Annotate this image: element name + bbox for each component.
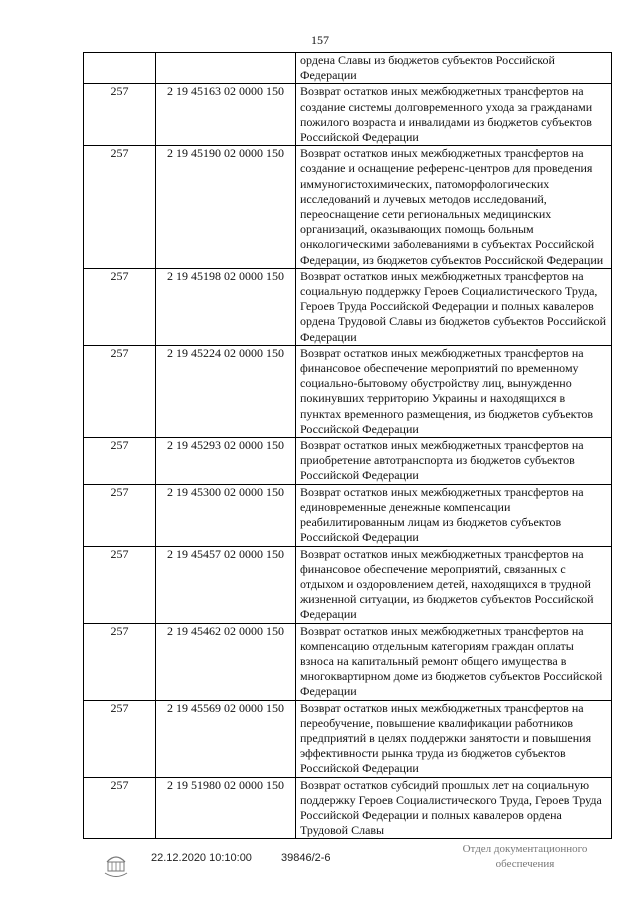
table-row <box>84 546 612 623</box>
description-cell: Возврат остатков иных межбюджетных трансфертов на компенсацию отдельным категориям граждан оплаты взноса на капитальный ремонт общего имущества в многоквартирном доме из бюджетов субъектов Российской Федерации <box>296 623 612 700</box>
admin-code-cell: 257 <box>84 777 156 839</box>
kbk-code-cell: 2 19 45462 02 0000 150 <box>156 623 296 700</box>
kbk-code-cell: 2 19 51980 02 0000 150 <box>156 777 296 839</box>
kbk-code-cell: 2 19 45300 02 0000 150 <box>156 484 296 546</box>
table-row <box>84 84 612 146</box>
admin-code-cell: 257 <box>84 268 156 345</box>
kbk-code-cell: 2 19 45569 02 0000 150 <box>156 700 296 777</box>
footer-department: Отдел документационного обеспечения <box>462 843 588 870</box>
budget-codes-table <box>83 52 612 839</box>
table-row <box>84 438 612 485</box>
page-number: 157 <box>311 33 329 47</box>
kbk-code-cell: 2 19 45457 02 0000 150 <box>156 546 296 623</box>
table-row <box>84 146 612 269</box>
table-row <box>84 623 612 700</box>
table-row <box>84 484 612 546</box>
admin-code-cell: 257 <box>84 84 156 146</box>
admin-code-cell: 257 <box>84 700 156 777</box>
description-cell: Возврат остатков иных межбюджетных трансфертов на финансовое обеспечение мероприятий по временному социально-бытовому обустройству лиц, вынужденно покинувших территорию Украины и находящихся в пунктах временного размещения, из бюджетов субъектов Российской Федерации <box>296 345 612 437</box>
description-cell: ордена Славы из бюджетов субъектов Российской Федерации <box>296 53 612 84</box>
table-row <box>84 53 612 84</box>
page-footer <box>0 840 640 900</box>
table-row <box>84 345 612 437</box>
table-row <box>84 700 612 777</box>
kbk-code-cell: 2 19 45190 02 0000 150 <box>156 146 296 269</box>
table-row <box>84 777 612 839</box>
table-row <box>84 268 612 345</box>
description-cell: Возврат остатков иных межбюджетных трансфертов на социальную поддержку Героев Социалистического Труда, Героев Труда Российской Федерации и полных кавалеров ордена Трудовой Славы из бюджетов субъектов Российской Федерации <box>296 268 612 345</box>
footer-document-number: 39846/2-6 <box>281 852 331 864</box>
description-cell: Возврат остатков иных межбюджетных трансфертов на создание и оснащение референс-центров для проведения иммуногистохимических, патоморфологических исследований и лучевых методов исследований, переоснащение сети региональных медицинских организаций, оказывающих помощь больным онкологическими заболеваниями в субъектах Российской Федерации, из бюджетов субъектов Российской Федерации <box>296 146 612 269</box>
admin-code-cell: 257 <box>84 546 156 623</box>
description-cell: Возврат остатков иных межбюджетных трансфертов на финансовое обеспечение мероприятий, связанных с отдыхом и оздоровлением детей, находящихся в трудной жизненной ситуации, из бюджетов субъектов Российской Федерации <box>296 546 612 623</box>
admin-code-cell: 257 <box>84 623 156 700</box>
footer-datetime: 22.12.2020 10:10:00 <box>151 852 252 864</box>
registry-stamp-icon <box>103 850 129 880</box>
description-cell: Возврат остатков иных межбюджетных трансфертов на единовременные денежные компенсации реабилитированным лицам из бюджетов субъектов Российской Федерации <box>296 484 612 546</box>
kbk-code-cell: 2 19 45163 02 0000 150 <box>156 84 296 146</box>
kbk-code-cell: 2 19 45293 02 0000 150 <box>156 438 296 485</box>
kbk-code-cell: 2 19 45198 02 0000 150 <box>156 268 296 345</box>
description-cell: Возврат остатков иных межбюджетных трансфертов на приобретение автотранспорта из бюджетов субъектов Российской Федерации <box>296 438 612 485</box>
description-cell: Возврат остатков иных межбюджетных трансфертов на создание системы долговременного ухода за гражданами пожилого возраста и инвалидами из бюджетов субъектов Российской Федерации <box>296 84 612 146</box>
kbk-code-cell <box>156 53 296 84</box>
admin-code-cell: 257 <box>84 438 156 485</box>
description-cell: Возврат остатков субсидий прошлых лет на социальную поддержку Героев Социалистического Труда, Героев Труда Российской Федерации и полных кавалеров ордена Трудовой Славы <box>296 777 612 839</box>
admin-code-cell: 257 <box>84 345 156 437</box>
kbk-code-cell: 2 19 45224 02 0000 150 <box>156 345 296 437</box>
admin-code-cell <box>84 53 156 84</box>
admin-code-cell: 257 <box>84 484 156 546</box>
description-cell: Возврат остатков иных межбюджетных трансфертов на переобучение, повышение квалификации работников предприятий в целях поддержки занятости и повышения эффективности рынка труда из бюджетов субъектов Российской Федерации <box>296 700 612 777</box>
admin-code-cell: 257 <box>84 146 156 269</box>
